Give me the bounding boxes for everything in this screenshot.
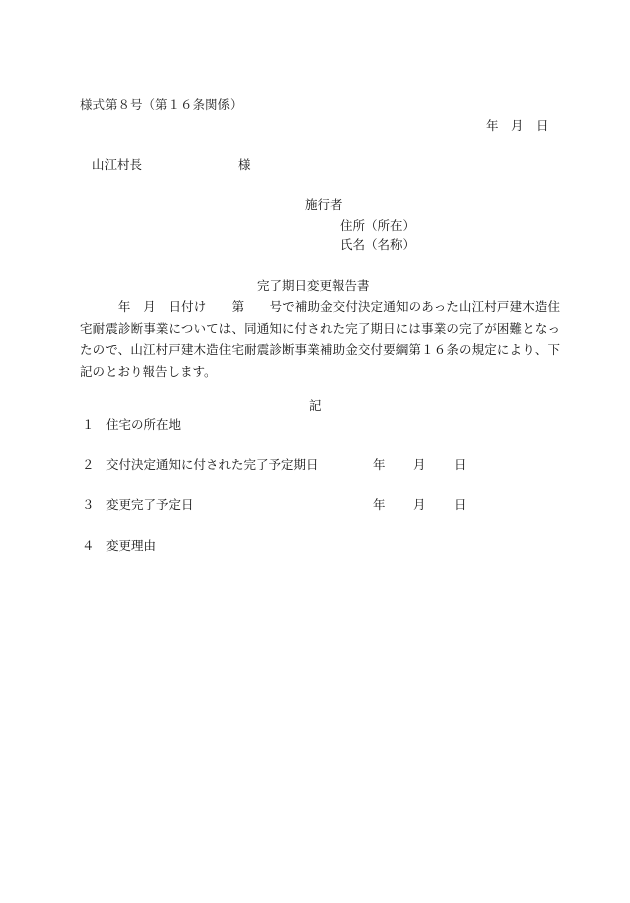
- addressee-honorific: 様: [238, 157, 251, 172]
- applicant-label: 施行者: [305, 197, 343, 212]
- body-paragraph: 年 月 日付け 第 号で補助金交付決定通知のあった山江村戸建木造住宅耐震診断事業については、同通知に付された完了期日には事業の完了が困難となったので、山江村戸建木造住宅耐震診断事業補助金交付要綱第１６条の規定により、下記のとおり報告します。: [80, 299, 560, 379]
- item-2-label: 交付決定通知に付された完了予定期日: [106, 457, 319, 472]
- item-2-year: 年: [373, 457, 386, 472]
- item-2-day: 日: [454, 457, 467, 472]
- date-line: 年 月 日: [486, 118, 549, 133]
- applicant-address-label: 住所（所在）: [340, 218, 416, 233]
- form-number: 様式第８号（第１６条関係）: [80, 97, 243, 112]
- item-3-label: 変更完了予定日: [106, 497, 194, 512]
- item-1-label: 住宅の所在地: [106, 417, 182, 432]
- applicant-name-label: 氏名（名称）: [340, 237, 416, 252]
- item-2-number: ２: [82, 457, 95, 472]
- item-1-number: １: [82, 417, 95, 432]
- item-3-number: ３: [82, 497, 95, 512]
- item-4-number: ４: [82, 538, 95, 553]
- item-3-year: 年: [373, 497, 386, 512]
- addressee-name: 山江村長: [92, 157, 143, 172]
- item-3-day: 日: [454, 497, 467, 512]
- item-4-label: 変更理由: [106, 538, 157, 553]
- item-3-month: 月: [413, 497, 426, 512]
- item-2-month: 月: [413, 457, 426, 472]
- ki-heading: 記: [309, 398, 322, 413]
- document-title: 完了期日変更報告書: [257, 278, 370, 293]
